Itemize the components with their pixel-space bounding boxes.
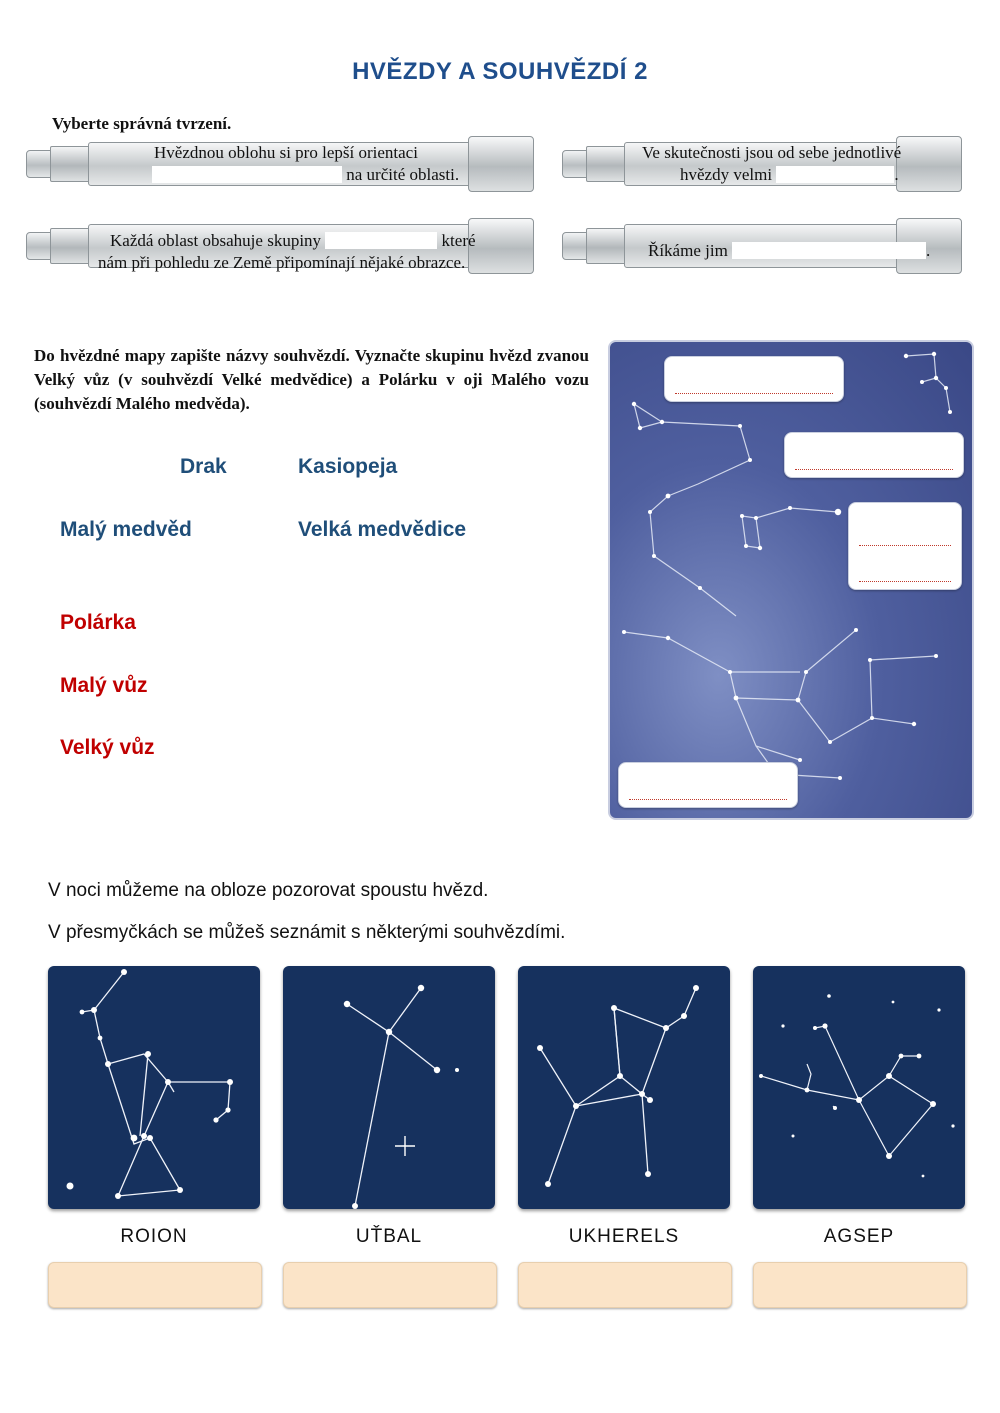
word-polarka[interactable]: Polárka	[60, 611, 136, 634]
section3-line2: V přesmyčkách se můžeš seznámit s některými souhvězdími.	[48, 922, 566, 943]
statement-text: Každá oblast obsahuje skupiny	[110, 231, 322, 250]
answer-box-4[interactable]	[753, 1262, 967, 1308]
anagram-4: AGSEP	[823, 1226, 895, 1247]
statement-text: hvězdy velmi	[680, 165, 773, 184]
constellation-card-pegas	[753, 966, 965, 1209]
word-velky-vuz[interactable]: Velký vůz	[60, 736, 155, 759]
word-velka-medvedice[interactable]: Velká medvědice	[298, 518, 467, 541]
statement-text: které	[441, 231, 476, 250]
anagram-2: UŤBAL	[355, 1226, 423, 1247]
constellation-card-herkules	[518, 966, 730, 1209]
statement-text: nám při pohledu ze Země připomínají nějaké obrazce.	[98, 253, 466, 272]
anagram-1: ROION	[120, 1226, 188, 1247]
answer-box-3[interactable]	[518, 1262, 732, 1308]
answer-blank[interactable]	[776, 166, 894, 183]
section1-instruction: Vyberte správná tvrzení.	[52, 114, 232, 133]
star-map	[608, 340, 974, 820]
statement-text: Říkáme jim	[648, 241, 728, 260]
word-maly-vuz[interactable]: Malý vůz	[60, 674, 148, 697]
statement-text: na určité oblasti.	[346, 165, 460, 184]
map-label-box-2[interactable]	[784, 432, 964, 478]
statement-text: Ve skutečnosti jsou od sebe jednotlivé	[642, 143, 902, 162]
cygnus-constellation-icon	[283, 966, 495, 1209]
word-drak[interactable]: Drak	[180, 455, 227, 478]
answer-box-1[interactable]	[48, 1262, 262, 1308]
map-label-box-1[interactable]	[664, 356, 844, 402]
section3-line1: V noci můžeme na obloze pozorovat spoustu hvězd.	[48, 880, 489, 901]
map-label-box-3[interactable]	[848, 502, 962, 590]
answer-blank[interactable]	[732, 242, 926, 259]
constellation-card-labut	[283, 966, 495, 1209]
statement-text: Hvězdnou oblohu si pro lepší orientaci	[154, 143, 418, 162]
hercules-constellation-icon	[518, 966, 730, 1209]
anagram-3: UKHERELS	[568, 1226, 680, 1247]
pegasus-constellation-icon	[753, 966, 965, 1209]
telescope-statement-2[interactable]: Ve skutečnosti jsou od sebe jednotlivé hvězdy velmi .	[562, 136, 970, 190]
section2-instruction: Do hvězdné mapy zapište názvy souhvězdí. Vyznačte skupinu hvězd zvanou Velký vůz (v souhvězdí Velké medvědice) a Polárku v oji Malého vozu (souhvězdí Malého medvěda).	[34, 346, 589, 413]
telescope-statement-1[interactable]	[26, 136, 536, 190]
orion-constellation-icon	[48, 966, 260, 1209]
page-title: HVĚZDY A SOUHVĚZDÍ 2	[352, 58, 648, 85]
word-maly-medved[interactable]: Malý medvěd	[60, 518, 192, 541]
map-label-box-4[interactable]	[618, 762, 798, 808]
answer-box-2[interactable]	[283, 1262, 497, 1308]
telescope-statement-4[interactable]: Říkáme jim .	[562, 218, 970, 272]
word-kasiopeja[interactable]: Kasiopeja	[298, 455, 398, 478]
constellation-card-orion	[48, 966, 260, 1209]
answer-blank[interactable]	[152, 166, 342, 183]
answer-blank[interactable]	[325, 232, 437, 249]
telescope-statement-3[interactable]	[26, 218, 536, 272]
